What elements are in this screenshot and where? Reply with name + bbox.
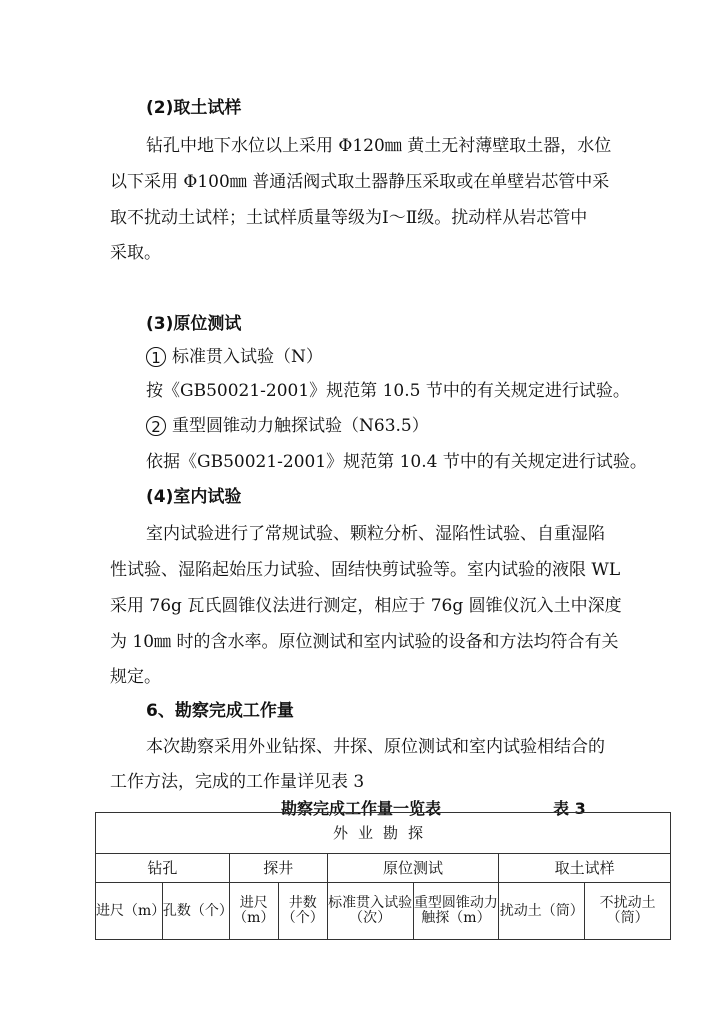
paragraph-line: 依据《GB50021-2001》规范第 10.4 节中的有关规定进行试验。 [146, 452, 647, 472]
paragraph-line: 室内试验进行了常规试验、颗粒分析、湿陷性试验、自重湿陷 [146, 524, 605, 544]
paragraph-line: 工作方法，完成的工作量详见表 3 [110, 772, 365, 792]
heading-workload: 6、勘察完成工作量 [146, 701, 294, 721]
circled-number-2: 2 [146, 416, 166, 436]
table-header-field-exploration: 外业勘探 [96, 813, 671, 854]
paragraph-line: 为 10㎜ 时的含水率。原位测试和室内试验的设备和方法均符合有关 [110, 632, 619, 652]
item-title: 标准贯入试验（N） [172, 347, 323, 367]
table-column-header: 进尺（m） [229, 883, 278, 940]
heading-lab-test: (4)室内试验 [146, 487, 242, 507]
table-column-header: 重型圆锥动力触探（m） [413, 883, 499, 940]
heading-insitu-test: (3)原位测试 [146, 314, 242, 334]
table-group-header: 原位测试 [327, 854, 499, 883]
table-group-header: 钻孔 [96, 854, 230, 883]
paragraph-line: 采取。 [110, 243, 161, 263]
list-item-dpt [146, 416, 429, 436]
table-number: 表 3 [553, 799, 586, 818]
table-group-header: 探井 [229, 854, 327, 883]
table-column-header: 不扰动土（筒） [585, 883, 671, 940]
table-title: 勘察完成工作量一览表 [281, 799, 442, 818]
paragraph-line: 以下采用 Φ100㎜ 普通活阀式取土器静压采取或在单壁岩芯管中采 [110, 172, 610, 192]
paragraph-line: 钻孔中地下水位以上采用 Φ120㎜ 黄土无衬薄壁取土器，水位 [146, 136, 612, 156]
paragraph-line: 规定。 [110, 667, 161, 687]
item-title: 重型圆锥动力触探试验（N63.5） [172, 416, 429, 436]
table-column-header: 孔数（个） [162, 883, 229, 940]
table-group-header: 取土试样 [499, 854, 671, 883]
paragraph-line: 本次勘察采用外业钻探、井探、原位测试和室内试验相结合的 [146, 737, 605, 757]
circled-number-1: 1 [146, 347, 166, 367]
list-item-spt [146, 347, 323, 367]
paragraph-line: 性试验、湿陷起始压力试验、固结快剪试验等。室内试验的液限 WL [110, 560, 621, 580]
table-column-header: 扰动土（筒） [499, 883, 585, 940]
paragraph-line: 取不扰动土试样；土试样质量等级为Ⅰ～Ⅱ级。扰动样从岩芯管中 [110, 208, 588, 228]
table-column-header: 进尺（m） [96, 883, 163, 940]
workload-table [95, 812, 671, 940]
heading-soil-sampling: (2)取土试样 [146, 98, 242, 118]
paragraph-line: 采用 76g 瓦氏圆锥仪法进行测定，相应于 76g 圆锥仪沉入土中深度 [110, 596, 622, 616]
paragraph-line: 按《GB50021-2001》规范第 10.5 节中的有关规定进行试验。 [146, 381, 630, 401]
table-column-header: 标准贯入试验（次） [327, 883, 413, 940]
table-column-header: 井数（个） [278, 883, 327, 940]
